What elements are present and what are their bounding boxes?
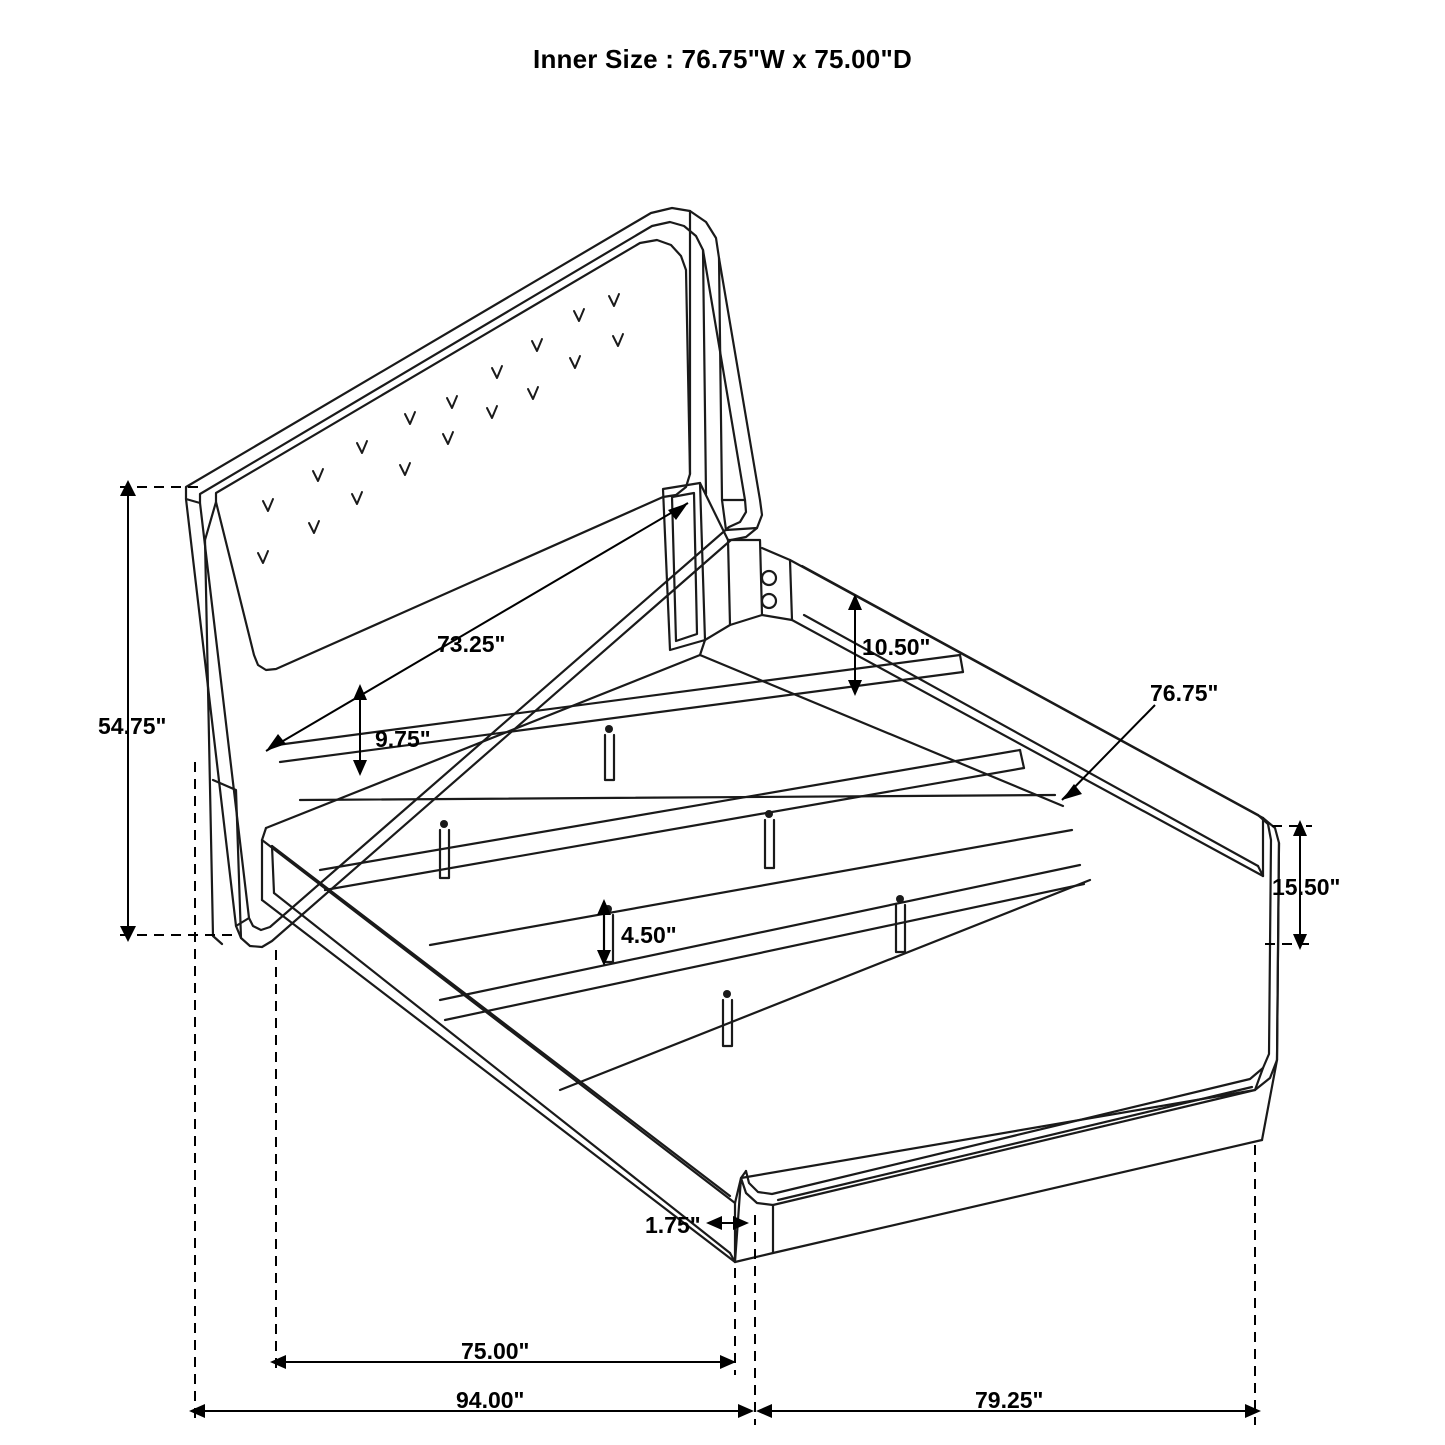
dim-label-slat-clearance: 9.75" [375,726,431,752]
slat-fasteners [440,725,904,998]
tufting-buttons [258,294,623,563]
headboard-wing-edge-b [719,258,722,500]
slat-rail-3-bottom [445,884,1084,1020]
footboard-outline-path [735,818,1279,1262]
inner-ledge-edge [262,828,266,840]
side-rail-connector [728,540,762,625]
dim-label-headboard-height: 54.75" [98,713,167,739]
left-side-rail-top [262,840,735,1203]
dim-label-inner-width-callout: 76.75" [1150,680,1219,706]
dimension-lines [120,480,1312,1425]
footboard-face-line [778,1087,1252,1200]
slat-rail-1-end [960,655,963,672]
left-side-rail-bottom [262,900,735,1262]
left-side-rail-top-inner [272,846,730,1196]
headboard-left-post-face [213,780,241,938]
dim-label-side-rail-height: 10.50" [862,634,931,660]
dim-label-overall-length: 94.00" [456,1387,525,1413]
headboard-left-post-edge [205,502,216,540]
headboard-left-post-bottom [236,918,249,926]
headboard-inner-frame [200,222,746,930]
dim-line-73-25 [266,503,688,751]
center-beam-edge-c [560,880,1090,1090]
center-beam-edge-a [300,795,1055,800]
bolt-hole-upper [762,571,776,585]
bolt-hole-lower [762,594,776,608]
dim-label-center-support-leg: 4.50" [621,922,677,948]
left-rail-end-cap-inner [272,846,274,893]
footboard-bottom-front [735,1140,1262,1262]
dim-label-inner-depth: 75.00" [461,1338,530,1364]
slat-rail-2-top [320,750,1020,870]
headboard-upholstery-panel [216,240,690,670]
headboard-outline [186,208,762,947]
footboard-bottom-right [1262,1060,1277,1140]
headboard-wing-edge-c [703,250,706,494]
dim-label-overall-width: 79.25" [975,1387,1044,1413]
page-title: Inner Size : 76.75"W x 75.00"D [533,44,912,74]
dim-label-footboard-height: 15.50" [1272,874,1341,900]
headboard-wing-bottom-2 [726,528,757,530]
headboard-left-post-top [186,499,200,503]
slat-rail-2-end [1020,750,1024,768]
footboard-inner-outline [746,815,1271,1194]
headboard-wing-corner [722,500,726,530]
inner-ledge-headboard [266,655,700,828]
dim-label-foot-clearance: 1.75" [645,1212,701,1238]
dim-label-inner-width-diagonal: 73.25" [437,631,506,657]
